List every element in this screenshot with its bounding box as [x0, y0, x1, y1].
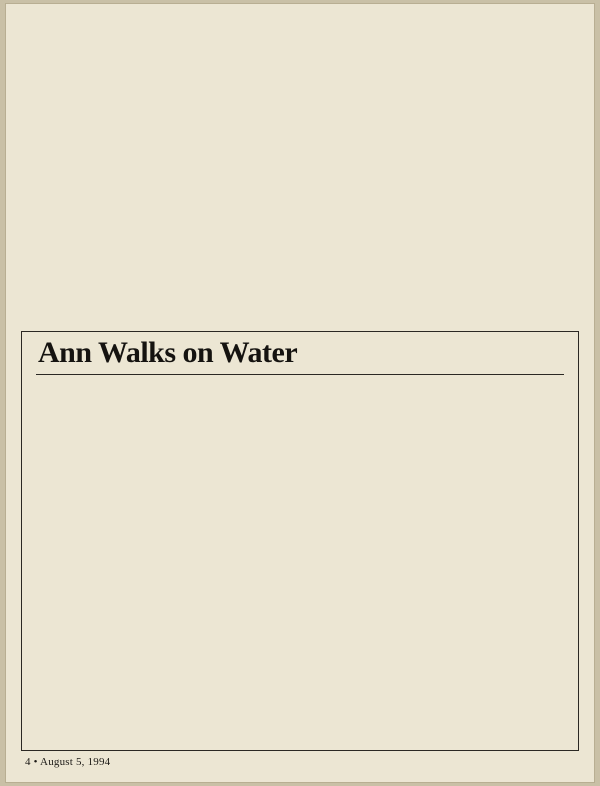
- paragraph: [36, 382, 203, 394]
- paragraph: [36, 394, 203, 406]
- article-headline: Ann Walks on Water: [38, 336, 298, 369]
- page-folio: 4 • August 5, 1994: [25, 756, 111, 768]
- top-column-2: [216, 8, 389, 326]
- paragraph: [216, 382, 383, 394]
- paragraph: [397, 394, 564, 406]
- author-signature: [397, 418, 564, 430]
- paragraph: [27, 8, 200, 20]
- article-column-3: [397, 382, 564, 744]
- paragraph: [216, 20, 389, 32]
- top-column-1: [27, 8, 200, 326]
- sidebar-article-box: [21, 331, 579, 751]
- author-signature: [406, 44, 579, 56]
- magazine-page: [5, 3, 595, 783]
- paragraph: [216, 394, 383, 406]
- top-column-3: [406, 8, 579, 326]
- paragraph: [406, 8, 579, 20]
- paragraph: [36, 406, 203, 418]
- continued-article: [27, 8, 579, 326]
- paragraph: [216, 406, 383, 418]
- article-column-1: [36, 382, 203, 744]
- paragraph: [406, 20, 579, 32]
- paragraph: [27, 20, 200, 32]
- paragraph: [406, 32, 579, 44]
- paragraph: [27, 32, 200, 44]
- article-body: [36, 382, 564, 744]
- paragraph: [397, 382, 564, 394]
- article-column-2: [216, 382, 383, 744]
- paragraph: [216, 8, 389, 20]
- paragraph: [397, 406, 564, 418]
- headline-rule: [36, 374, 564, 375]
